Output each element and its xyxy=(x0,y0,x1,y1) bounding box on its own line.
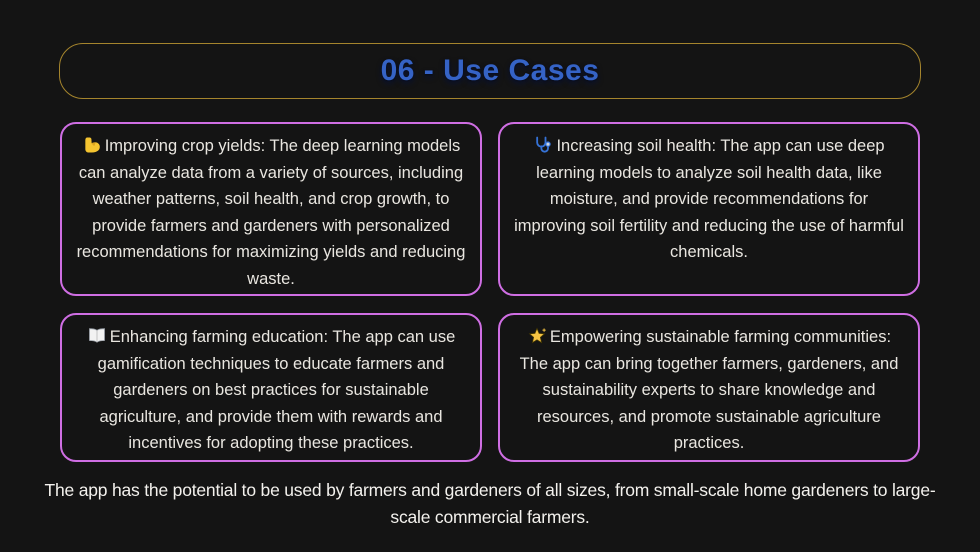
footer-note xyxy=(0,477,980,531)
open-book-icon xyxy=(87,326,107,346)
page-title: 06 - Use Cases xyxy=(380,54,600,87)
card-text: Enhancing farming education: The app can use gamification techniques to educate farmers and gardeners on best practices for sustainable agriculture, and provide them with rewards and incentives for adopting these practices. xyxy=(75,324,467,457)
card-enhancing-farming-education xyxy=(60,313,482,462)
footer-text: The app has the potential to be used by farmers and gardeners of all sizes, from small-scale home gardeners to large-scale commercial farmers. xyxy=(44,480,936,527)
flexed-biceps-icon xyxy=(82,135,102,155)
card-improving-crop-yields xyxy=(60,122,482,296)
glowing-star-icon xyxy=(527,326,547,346)
card-text: Improving crop yields: The deep learning models can analyze data from a variety of sources, including weather patterns, soil health, and crop growth, to provide farmers and gardeners with personalized recommendations for maximizing yields and reducing waste. xyxy=(76,137,466,288)
title-box xyxy=(59,43,921,99)
card-increasing-soil-health xyxy=(498,122,920,296)
card-text: Increasing soil health: The app can use deep learning models to analyze soil health data, like moisture, and provide recommendations for improving soil fertility and reducing the use of harmful chemicals. xyxy=(514,137,904,261)
stethoscope-icon xyxy=(533,135,553,155)
use-case-cards xyxy=(60,122,920,462)
card-empowering-communities xyxy=(498,313,920,462)
card-text: Empowering sustainable farming communities: The app can bring together farmers, gardeners, and sustainability experts to share knowledge and resources, and promote sustainable agriculture practices. xyxy=(519,328,899,452)
